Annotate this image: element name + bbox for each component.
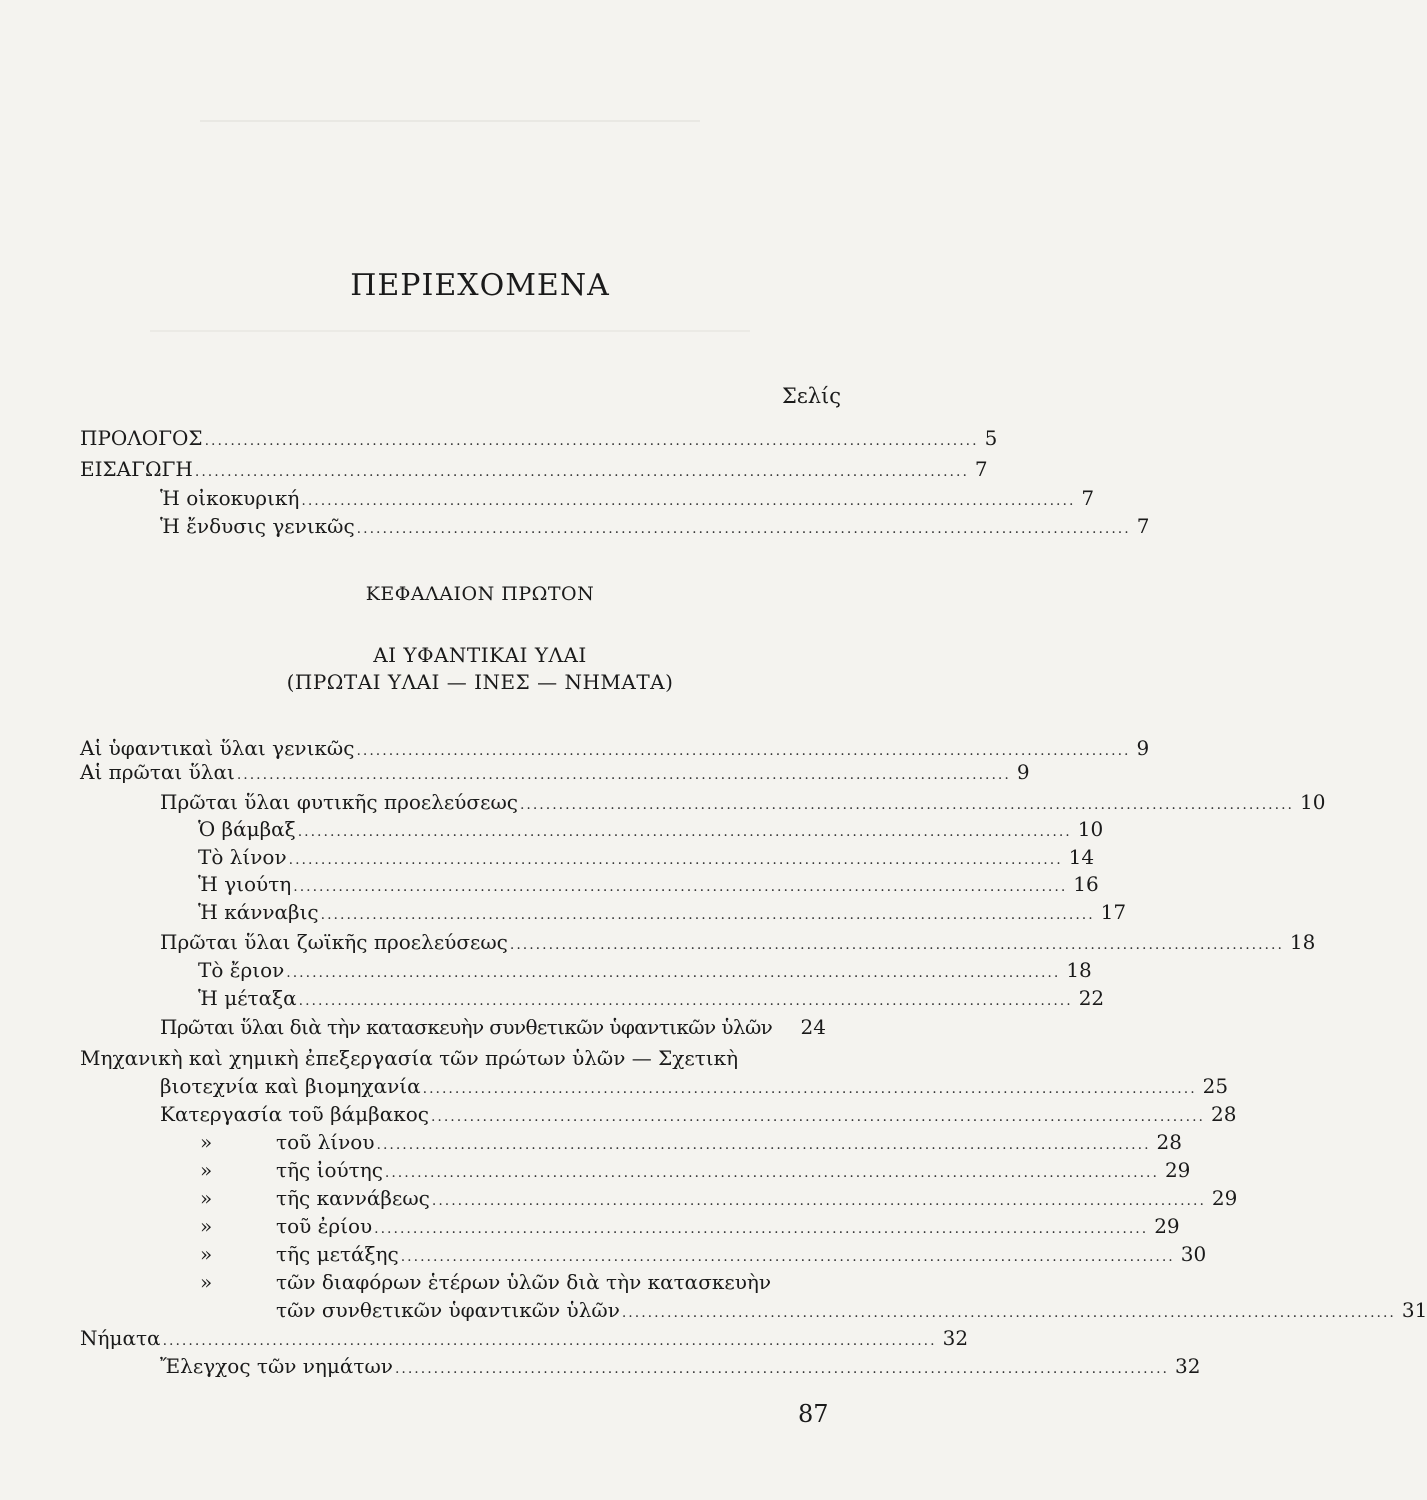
dot-leader: ........................................................................................................................ bbox=[374, 1221, 1149, 1237]
ditto-mark: » bbox=[200, 1214, 213, 1238]
dot-leader: ........................................................................................................................ bbox=[162, 1333, 937, 1349]
entry-page: 29 bbox=[1211, 1186, 1238, 1210]
entry-page: 31 bbox=[1401, 1298, 1427, 1322]
bleed-through-mark bbox=[200, 120, 700, 142]
toc-entry bbox=[80, 1324, 969, 1352]
entry-label: τοῦ λίνου bbox=[276, 1130, 375, 1154]
dot-leader: ........................................................................................................................ bbox=[384, 1165, 1159, 1181]
entry-label: Τὸ λίνον bbox=[198, 845, 287, 869]
entry-page: 29 bbox=[1154, 1214, 1180, 1238]
toc-entry bbox=[80, 424, 998, 452]
entry-label: τῶν συνθετικῶν ὑφαντικῶν ὑλῶν bbox=[276, 1298, 620, 1322]
entry-page: 7 bbox=[1081, 486, 1095, 510]
toc-entry bbox=[160, 928, 1316, 956]
entry-page: 32 bbox=[942, 1326, 969, 1350]
entry-page: 10 bbox=[1077, 817, 1104, 841]
dot-leader: ........................................................................................................................ bbox=[301, 493, 1076, 509]
dot-leader: ........................................................................................................................ bbox=[509, 937, 1284, 953]
toc-entry bbox=[160, 484, 1095, 512]
entry-label: Πρῶται ὕλαι φυτικῆς προελεύσεως bbox=[160, 790, 518, 814]
toc-entry bbox=[80, 455, 988, 483]
chapter-title: ΑΙ ΥΦΑΝΤΙΚΑΙ ΥΛΑΙ bbox=[373, 643, 587, 667]
dot-leader: ........................................................................................................................ bbox=[320, 907, 1095, 923]
toc-entry bbox=[198, 870, 1099, 898]
entry-label: Ἔλεγχος τῶν νημάτων bbox=[160, 1354, 393, 1378]
entry-label: Νήματα bbox=[80, 1326, 161, 1350]
dot-leader: ........................................................................................................................ bbox=[204, 433, 979, 449]
entry-label: Πρῶται ὕλαι ζωϊκῆς προελεύσεως bbox=[160, 930, 508, 954]
dot-leader: ........................................................................................................................ bbox=[431, 1193, 1206, 1209]
dot-leader: ........................................................................................................................ bbox=[236, 767, 1011, 783]
toc-entry bbox=[198, 956, 1092, 984]
dot-leader: ........................................................................................................................ bbox=[356, 521, 1131, 537]
dot-leader: ........................................................................................................................ bbox=[430, 1109, 1205, 1125]
ditto-mark: » bbox=[200, 1186, 213, 1210]
toc-entry-heading: τῶν διαφόρων ἑτέρων ὑλῶν διὰ τὴν κατασκευὴν bbox=[276, 1270, 771, 1294]
toc-entry bbox=[198, 815, 1104, 843]
dot-leader: ........................................................................................................................ bbox=[621, 1305, 1396, 1321]
bleed-through-mark bbox=[150, 330, 750, 352]
entry-label: Ἡ ἔνδυσις γενικῶς bbox=[160, 514, 355, 538]
dot-leader: ........................................................................................................................ bbox=[298, 993, 1073, 1009]
entry-label: τῆς καννάβεως bbox=[276, 1186, 430, 1210]
toc-entry bbox=[160, 788, 1326, 816]
toc-entry bbox=[160, 512, 1150, 540]
entry-page: 28 bbox=[1156, 1130, 1182, 1154]
dot-leader: ........................................................................................................................ bbox=[293, 879, 1068, 895]
toc-entry bbox=[276, 1128, 1182, 1156]
entry-page: 9 bbox=[1016, 760, 1030, 784]
entry-label: Αἱ πρῶται ὕλαι bbox=[80, 760, 235, 784]
ditto-mark: » bbox=[200, 1242, 213, 1266]
chapter-heading: ΚΕΦΑΛΑΙΟΝ ΠΡΩΤΟΝ bbox=[365, 583, 595, 605]
entry-label: τῆς ἰούτης bbox=[276, 1158, 383, 1182]
entry-page: 9 bbox=[1136, 736, 1150, 760]
toc-entry bbox=[276, 1240, 1207, 1268]
toc-entry bbox=[160, 1072, 1229, 1100]
toc-entry-heading: Μηχανικὴ καὶ χημικὴ ἐπεξεργασία τῶν πρώτων ὑλῶν — Σχετικὴ bbox=[80, 1046, 739, 1070]
entry-label: Πρῶται ὕλαι διὰ τὴν κατασκευὴν συνθετικῶν ὑφαντικῶν ὑλῶν bbox=[160, 1015, 773, 1039]
entry-label: Ὁ βάμβαξ bbox=[198, 817, 296, 841]
toc-entry bbox=[198, 843, 1095, 871]
dot-leader: ........................................................................................................................ bbox=[194, 464, 969, 480]
dot-leader: ........................................................................................................................ bbox=[286, 965, 1061, 981]
entry-page: 7 bbox=[1136, 514, 1150, 538]
entry-label: ΕΙΣΑΓΩΓΗ bbox=[80, 457, 193, 481]
entry-page: 30 bbox=[1180, 1242, 1207, 1266]
toc-entry bbox=[160, 1013, 826, 1041]
entry-page: 18 bbox=[1289, 930, 1316, 954]
toc-entry bbox=[160, 1100, 1237, 1128]
entry-label: Κατεργασία τοῦ βάμβακος bbox=[160, 1102, 429, 1126]
entry-label: Ἡ κάνναβις bbox=[198, 900, 319, 924]
entry-label: Αἱ ὑφαντικαὶ ὕλαι γενικῶς bbox=[80, 736, 355, 760]
entry-page: 5 bbox=[984, 426, 998, 450]
entry-page: 24 bbox=[800, 1015, 826, 1039]
entry-label: Ἡ οἰκοκυρική bbox=[160, 486, 300, 510]
ditto-mark: » bbox=[200, 1158, 213, 1182]
entry-label: Τὸ ἔριον bbox=[198, 958, 285, 982]
entry-page: 14 bbox=[1068, 845, 1095, 869]
toc-entry bbox=[160, 1352, 1201, 1380]
toc-entry bbox=[198, 984, 1105, 1012]
dot-leader: ........................................................................................................................ bbox=[422, 1081, 1197, 1097]
entry-page: 28 bbox=[1210, 1102, 1237, 1126]
dot-leader: ........................................................................................................................ bbox=[288, 852, 1063, 868]
toc-entry bbox=[276, 1212, 1180, 1240]
dot-leader: ........................................................................................................................ bbox=[376, 1137, 1151, 1153]
entry-page: 22 bbox=[1078, 986, 1105, 1010]
page-column-header: Σελίς bbox=[782, 384, 842, 408]
ditto-mark: » bbox=[200, 1270, 213, 1294]
page-title: ΠΕΡΙΕΧΟΜΕΝΑ bbox=[350, 268, 610, 303]
entry-page: 32 bbox=[1174, 1354, 1201, 1378]
entry-page: 10 bbox=[1299, 790, 1326, 814]
toc-entry bbox=[276, 1296, 1427, 1324]
toc-entry bbox=[198, 898, 1127, 926]
toc-entry bbox=[276, 1156, 1191, 1184]
entry-page: 17 bbox=[1100, 900, 1127, 924]
entry-label: βιοτεχνία καὶ βιομηχανία bbox=[160, 1074, 421, 1098]
dot-leader: ........................................................................................................................ bbox=[400, 1249, 1175, 1265]
entry-label: Ἡ γιούτη bbox=[198, 872, 292, 896]
toc-entry bbox=[80, 758, 1030, 786]
entry-page: 7 bbox=[974, 457, 988, 481]
page-number: 87 bbox=[798, 1400, 829, 1428]
ditto-mark: » bbox=[200, 1130, 213, 1154]
entry-label: ΠΡΟΛΟΓΟΣ bbox=[80, 426, 203, 450]
chapter-subtitle: (ΠΡΩΤΑΙ ΥΛΑΙ — ΙΝΕΣ — ΝΗΜΑΤΑ) bbox=[286, 670, 674, 694]
dot-leader: ........................................................................................................................ bbox=[356, 743, 1131, 759]
entry-page: 25 bbox=[1202, 1074, 1229, 1098]
entry-page: 16 bbox=[1073, 872, 1099, 896]
toc-entry bbox=[276, 1184, 1238, 1212]
entry-page: 18 bbox=[1066, 958, 1092, 982]
entry-page: 29 bbox=[1164, 1158, 1191, 1182]
entry-label: Ἡ μέταξα bbox=[198, 986, 297, 1010]
dot-leader: ........................................................................................................................ bbox=[519, 797, 1294, 813]
entry-label: τῆς μετάξης bbox=[276, 1242, 399, 1266]
dot-leader: ........................................................................................................................ bbox=[394, 1361, 1169, 1377]
dot-leader: ........................................................................................................................ bbox=[297, 824, 1072, 840]
entry-label: τοῦ ἐρίου bbox=[276, 1214, 373, 1238]
